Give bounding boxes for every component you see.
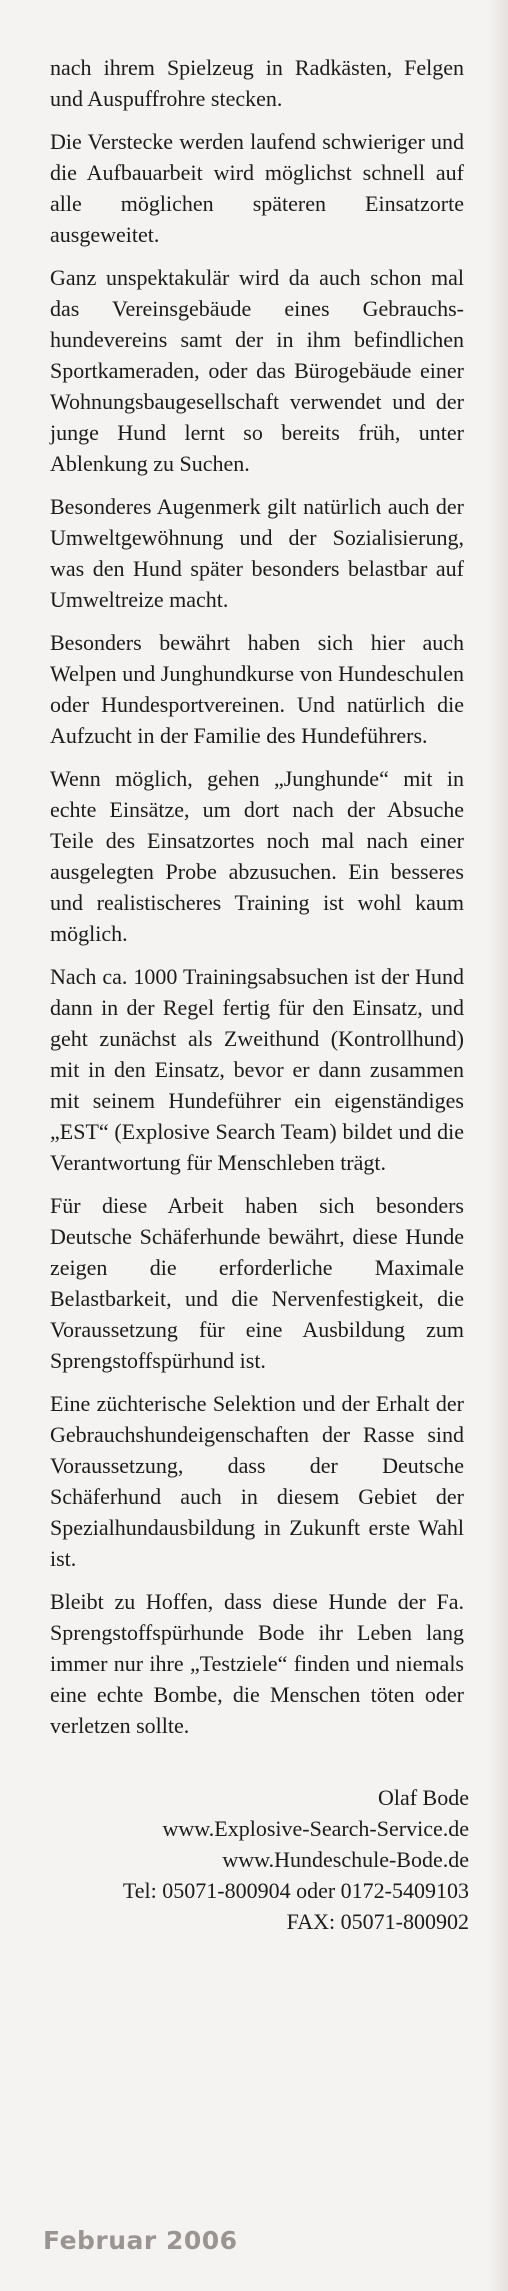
article-body: [50, 52, 464, 1753]
paragraph-6: Wenn möglich, gehen „Junghunde“ mit in echte Einsätze, um dort nach der Absuche Teile des Einsatzortes noch mal nach einer ausgelegten Probe abzusuchen. Ein besseres und realistischeres Training ist wohl kaum möglich.: [50, 766, 464, 946]
paragraph-2: Die Verstecke werden laufend schwieriger und die Aufbauarbeit wird möglichst schnell auf alle möglichen späteren Einsatzorte ausgeweitet.: [50, 129, 464, 247]
paragraph-1: nach ihrem Spielzeug in Radkästen, Felgen und Auspuffrohre stecken.: [50, 55, 464, 111]
paragraph-4: Besonderes Augenmerk gilt natürlich auch der Umweltgewöhnung und der Sozialisierung, was den Hund später besonders belastbar auf Umweltreize macht.: [50, 494, 464, 612]
fax-number: FAX: 05071-800902: [286, 1909, 469, 1934]
page-edge-shadow: [488, 0, 508, 2291]
paragraph-8: Für diese Arbeit haben sich besonders Deutsche Schäferhunde bewährt, diese Hunde zeigen die erforderliche Maximale Belastbarkeit, und die Nervenfestigkeit, die Voraussetzung für eine Ausbildung zum Sprengstoffspürhund ist.: [50, 1193, 464, 1373]
paragraph-9: Eine züchterische Selektion und der Erhalt der Gebrauchshundeigenschaften der Rasse sind Voraussetzung, dass der Deutsche Schäferhund auch in diesem Gebiet der Spezialhundausbildung in Zukunft erste Wahl ist.: [50, 1391, 464, 1571]
author-name: Olaf Bode: [377, 1785, 469, 1810]
paragraph-10: Bleibt zu Hoffen, dass diese Hunde der Fa. Sprengstoffspürhunde Bode ihr Leben lang immer nur ihre „Testziele“ finden und niemals eine echte Bombe, die Menschen töten oder verletzen sollte.: [50, 1589, 464, 1738]
website-link-explosive-search[interactable]: www.Explosive-Search-Service.de: [162, 1816, 469, 1841]
paragraph-5: Besonders bewährt haben sich hier auch Welpen und Junghundkurse von Hundeschulen oder Hundesportvereinen. Und natürlich die Aufzucht in der Familie des Hundeführers.: [50, 630, 464, 748]
website-link-hundeschule[interactable]: www.Hundeschule-Bode.de: [222, 1847, 469, 1872]
issue-date: Februar 2006: [43, 2226, 238, 2255]
paragraph-3: Ganz unspektakulär wird da auch schon mal das Vereinsgebäude eines Gebrauchshundevereins samt der in ihm befindlichen Sportkameraden, oder das Bürogebäude einer Wohnungsbaugesellschaft verwendet und der junge Hund lernt so bereits früh, unter Ablenkung zu Suchen.: [50, 265, 464, 476]
telephone-numbers: Tel: 05071-800904 oder 0172-5409103: [122, 1878, 469, 1903]
paragraph-7: Nach ca. 1000 Trainingsabsuchen ist der Hund dann in der Regel fertig für den Einsatz, und geht zunächst als Zweithund (Kontrollhund) mit in den Einsatz, bevor er dann zusammen mit seinem Hundeführer ein eigenständiges „EST“ (Explosive Search Team) bildet und die Verantwortung für Menschleben trägt.: [50, 964, 464, 1175]
author-signature-block: [123, 1782, 469, 1937]
